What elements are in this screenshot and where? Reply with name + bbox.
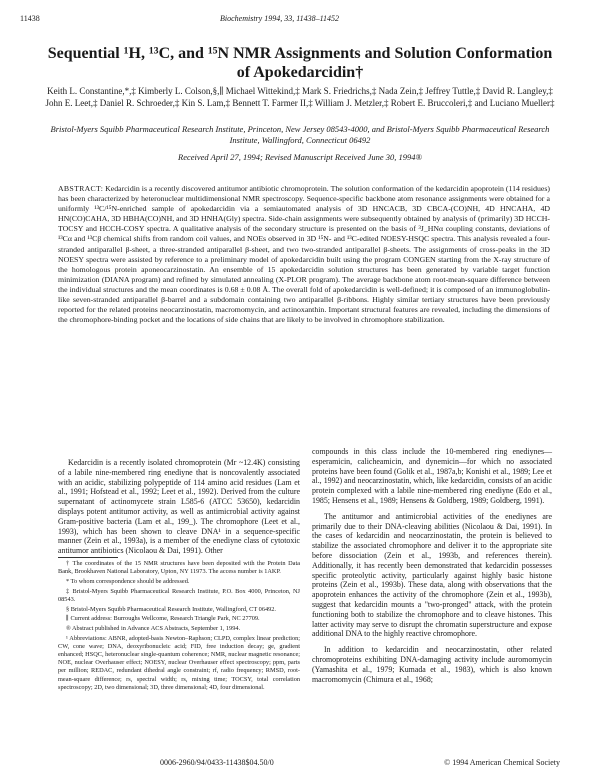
page-number: 11438 — [20, 14, 40, 23]
running-header — [20, 14, 580, 23]
affiliation: Bristol-Myers Squibb Pharmaceutical Research Institute, Princeton, New Jersey 08543-4000, and Bristol-Myers Squibb Pharmaceutical Research Institute, Wallingford, Connecticut 06492 — [50, 124, 550, 145]
abstract-text: Kedarcidin is a recently discovered antitumor antibiotic chromoprotein. The solution conformation of the kedarcidin apoprotein (114 residues) has been characterized by heteronuclear multidimensional NMR spectroscopy. Sequence-specific backbone atom resonance assignments were obtained for a uniformly ¹³C/¹⁵N-enriched sample of apokedarcidin via a semiautomated analysis of 3D HNCACB, 3D CBCA-(CO)NH, 4D HNCAHA, 4D HN(CO)CAHA, 3D HBHA(CO)NH, and 3D HNHA(Gly) spectra. Side-chain assignments were subsequently obtained by analysis of (primarily) 3D HCCH-TOCSY and HCCH-COSY spectra. A qualitative analysis of the secondary structure is presented on the basis of ³J_HNα coupling constants, deviations of ¹³Cα and ¹³Cβ chemical shifts from random coil values, and NOEs observed in 3D ¹⁵N- and ¹³C-edited NOESY-HSQC spectra. This analysis revealed a four-stranded antiparallel β-sheet, a three-stranded antiparallel β-sheet, and two two-stranded antiparallel β-sheets. The assignments of cross-peaks in the 3D NOESY spectra were assisted by reference to a preliminary model of apokedarcidin built using the program CONGEN starting from the X-ray structure of the homologous protein aponeocarzinostatin. An ensemble of 15 apokedarcidin solution structures has been generated by variable target function minimization (DIANA program) and refined by simulated annealing (X-PLOR program). The average backbone atom root-mean-square difference between the individual structures and the mean coordinates is 0.68 ± 0.08 Å. The overall fold of apokedarcidin is well-defined; it is composed of an immunoglobulin-like seven-stranded antiparallel β-barrel and a subdomain containing two antiparallel β-ribbons. Highly similar tertiary structures have been previously reported for the related proteins neocarzinostatin, macromomycin, and actinoxanthin. Important structural features are revealed, including the dimensions of the chromophore-binding pocket and the locations of side chains that are likely to be involved in chromophore stabilization. — [58, 184, 550, 325]
body-paragraph: compounds in this class include the 10-membered ring enediynes—esperamicin, calicheamicin, and dynemicin—for which no associated proteins have been found (Golik et al., 1987a,b; Konishi et al., 1989; Lee et al., 1992) and neocarzinostatin, which, like kedarcidin, consists of an acidic protein complexed with a labile nine-membered ring enediyne (Edo et al., 1985; Hensens et al., 1989; Hensens & Goldberg, 1989; Goldberg, 1991). — [312, 447, 552, 505]
footnote: ∥ Current address: Burroughs Wellcome, Research Triangle Park, NC 27709. — [66, 615, 260, 623]
journal-citation: Biochemistry 1994, 33, 11438–11452 — [220, 14, 340, 23]
abstract-label: ABSTRACT: — [58, 184, 104, 193]
body-paragraph: The antitumor and antimicrobial activities of the enediynes are primarily due to their DNA-cleaving abilities (Nicolaou & Dai, 1991). In the cases of kedarcidin and neocarzinostatin, the protein is believed to stabilize the associated chromophore and deliver it to the appropriate site before dissociation (Zein et al., 1993b, and references therein). Additionally, it has recently been demonstrated that kedarcidin possesses specific proteolytic activity, particularly against highly basic histone proteins (Zein et al., 1993b). These data, along with observations that the apoprotein enhances the activity of the chromophore (Zein et al., 1993b), suggest that kedarcidin mounts a "two-pronged" attack, with the protein functioning both to stabilize the chromophore and to cleave histones. This latter activity may serve to disrupt the chromatin superstructure and expose additional DNA to the highly reactive chromophore. — [312, 511, 552, 639]
right-column — [312, 447, 552, 690]
footnote: * To whom correspondence should be addressed. — [66, 577, 190, 585]
footnote: ‡ Bristol-Myers Squibb Pharmaceutical Research Institute, P.O. Box 4000, Princeton, NJ 08543. — [58, 587, 300, 603]
body-paragraph: Kedarcidin is a recently isolated chromoprotein (Mr ~12.4K) consisting of a labile nine-membered ring enediyne that is noncovalently associated with an acidic, stabilizing polypeptide of 114 amino acid residues (Lam et al., 1991; Hofstead et al., 1992; Leet et al., 1992). Derived from the culture supernatant of actinomycete strain L585-6 (ATCC 53650), kedarcidin displays potent antitumor activity, as well as antimicrobial activity against Gram-positive bacteria (Lam et al., 199_). The chromophore (Leet et al., 1993), which has been shown to cleave DNA¹ in a sequence-specific manner (Zein et al., 1993a), is a member of the enediyne class of cytotoxic antitumor antibiotics (Nicolaou & Dai, 1991). Other — [58, 458, 300, 556]
copyright: © 1994 American Chemical Society — [444, 758, 560, 767]
footnote: § Bristol-Myers Squibb Pharmaceutical Research Institute, Wallingford, CT 06492. — [66, 605, 276, 613]
body-paragraph: In addition to kedarcidin and neocarzinostatin, other related chromoproteins exhibiting DNA-damaging activity include auromomycin (Yamashita et al., 1979; Kumada et al., 1983), which is also known macromomycin (Chimura et al., 1968; — [312, 645, 552, 684]
page-footer — [160, 758, 560, 767]
footnote: † The coordinates of the 15 NMR structures have been deposited with the Protein Data Bank, Brookhaven National Laboratory, Upton, NY 11973. The access number is 1AKP. — [58, 560, 300, 576]
article-code: 0006-2960/94/0433-11438$04.50/0 — [160, 758, 274, 767]
footnote: ® Abstract published in Advance ACS Abstracts, September 1, 1994. — [66, 624, 241, 632]
abstract — [58, 184, 550, 325]
left-column — [58, 458, 300, 562]
footnote-divider — [58, 557, 118, 558]
footnote: ¹ Abbreviations: ABNR, adopted-basis Newton–Raphson; CLPD, complex linear prediction; CW, cone wave; DNA, deoxyribonucleic acid; FID, free induction decay; ge, gradient enhanced; HSQC, heteronuclear single-quantum coherence; NMR, nuclear magnetic resonance; NOE, nuclear Overhauser effect; NOESY, nuclear Overhauser effect spectroscopy; ppm, parts per million; REDAC, redundant dihedral angle constraint; rf, radio frequency; RMSD, root-mean-square difference; rs, spectral width; rs, mixing time; TOCSY, total correlation spectroscopy; 2D, two dimensional; 3D, three dimensional; 4D, four dimensional. — [58, 634, 300, 691]
footnotes — [58, 560, 300, 694]
article-title: Sequential ¹H, ¹³C, and ¹⁵N NMR Assignments and Solution Conformation of Apokedarcidin† — [47, 45, 553, 81]
author-list: Keith L. Constantine,*,‡ Kimberly L. Colson,§,∥ Michael Wittekind,‡ Mark S. Friedrichs,‡ Nada Zein,‡ Jeffrey Tuttle,‡ David R. Langley,‡ John E. Leet,‡ Daniel R. Schroeder,‡ Kin S. Lam,‡ Bennett T. Farmer II,‡ William J. Metzler,‡ Robert E. Bruccoleri,‡ and Luciano Mueller‡ — [45, 86, 555, 108]
received-dates: Received April 27, 1994; Revised Manuscript Received June 30, 1994® — [178, 152, 422, 162]
